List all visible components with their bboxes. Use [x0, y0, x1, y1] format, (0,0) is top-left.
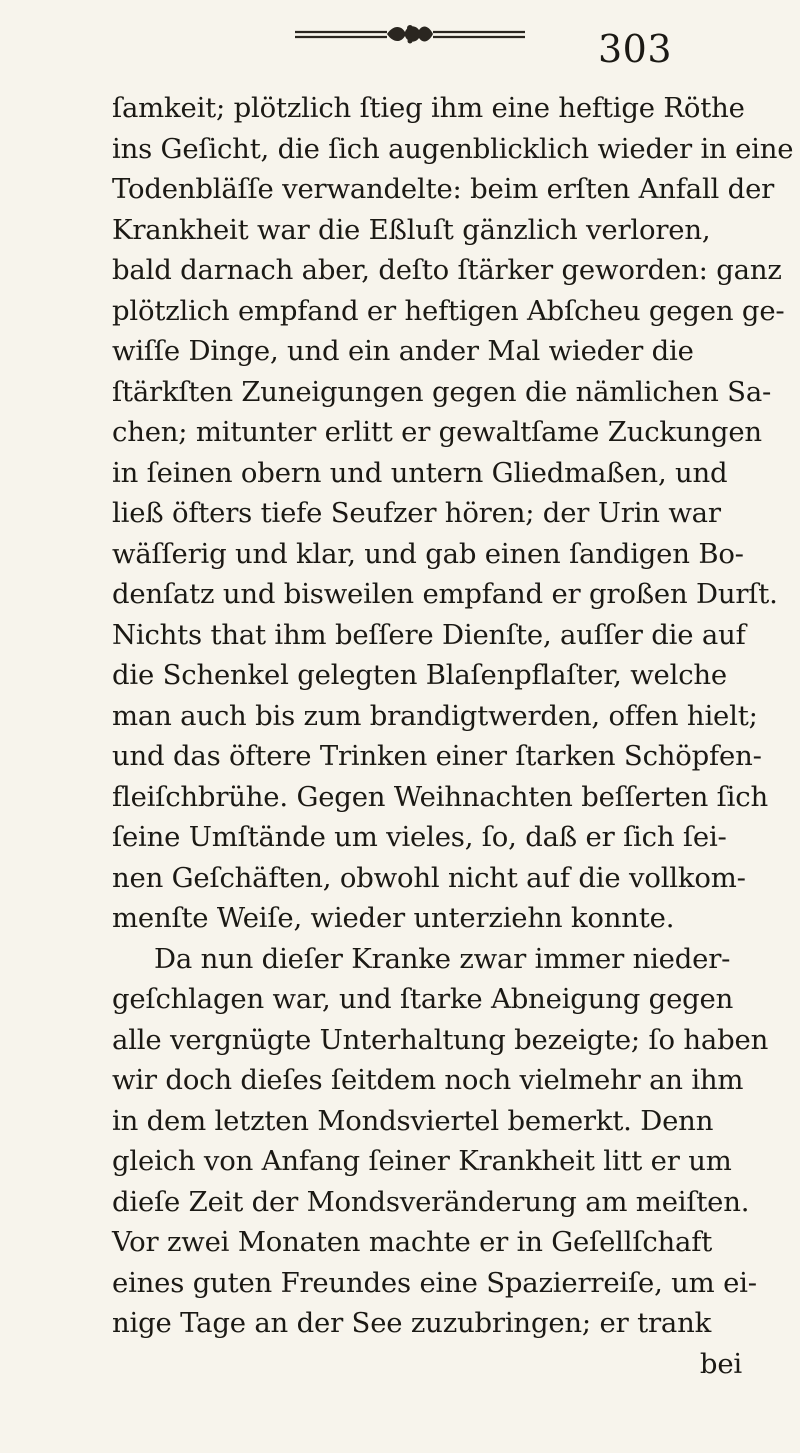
catchword: bei [699, 1347, 742, 1380]
printer-ornament-icon [295, 22, 525, 48]
text-line: ließ öfters tiefe Seufzer hören; der Urin war [112, 497, 721, 529]
text-line: dieſe Zeit der Mondsveränderung am meiſten. [112, 1185, 750, 1218]
page-header [0, 0, 800, 90]
text-line: in dem letzten Mondsviertel bemerkt. Denn [112, 1104, 714, 1137]
text-line: die Schenkel gelegten Blaſenpflaſter, welche [112, 659, 727, 691]
text-line: ſamkeit; plötzlich ſtieg ihm eine heftige Röthe [112, 92, 745, 124]
text-line: Nichts that ihm beſſere Dienſte, auſſer die auf [112, 618, 746, 651]
text-line: nige Tage an der See zuzubringen; er trank [112, 1307, 712, 1339]
text-line: alle vergnügte Unterhaltung bezeigte; ſo haben [112, 1023, 769, 1056]
text-line: gleich von Anfang ſeiner Krankheit litt er um [112, 1145, 732, 1177]
paragraph-start-line: Da nun dieſer Kranke zwar immer nieder- [154, 942, 731, 975]
text-line: wiſſe Dinge, und ein ander Mal wieder die [112, 335, 694, 367]
text-line: plötzlich empfand er heftigen Abſcheu gegen ge- [112, 294, 785, 327]
body-text [112, 88, 794, 1384]
text-line: fleiſchbrühe. Gegen Weihnachten beſſerten ſich [112, 780, 768, 813]
text-line: menſte Weiſe, wieder unterziehn konnte. [112, 902, 675, 934]
text-line: Krankheit war die Eßluſt gänzlich verloren, [112, 213, 711, 246]
text-line: und das öftere Trinken einer ſtarken Schöpfen- [112, 740, 762, 772]
text-line: bald darnach aber, deſto ſtärker geworden: ganz [112, 254, 782, 286]
text-line: ins Geſicht, die ſich augenblicklich wieder in eine [112, 132, 794, 165]
text-line: ſtärkſten Zuneigungen gegen die nämlichen Sa- [112, 375, 772, 408]
text-line: wäſſerig und klar, und gab einen ſandigen Bo- [112, 537, 744, 570]
text-line: Vor zwei Monaten machte er in Geſellſchaft [112, 1226, 713, 1258]
text-line: wir doch dieſes ſeitdem noch vielmehr an ihm [112, 1064, 744, 1096]
text-line: chen; mitunter erlitt er gewaltſame Zuckungen [112, 416, 762, 448]
text-line: ſeine Umſtände um vieles, ſo, daß er ſich ſei- [112, 821, 727, 853]
page-number: 303 [598, 27, 673, 71]
text-line: Todenbläſſe verwandelte: beim erſten Anfall der [112, 173, 775, 205]
text-line: man auch bis zum brandigtwerden, offen hielt; [112, 699, 758, 732]
text-line: in ſeinen obern und untern Gliedmaßen, und [112, 456, 728, 489]
text-line: denſatz und bisweilen empfand er großen Durſt. [112, 578, 778, 610]
text-line: eines guten Freundes eine Spazierreiſe, um ei- [112, 1266, 757, 1299]
text-line: nen Geſchäften, obwohl nicht auf die vollkom- [112, 861, 746, 894]
text-line: geſchlagen war, und ſtarke Abneigung gegen [112, 983, 734, 1015]
